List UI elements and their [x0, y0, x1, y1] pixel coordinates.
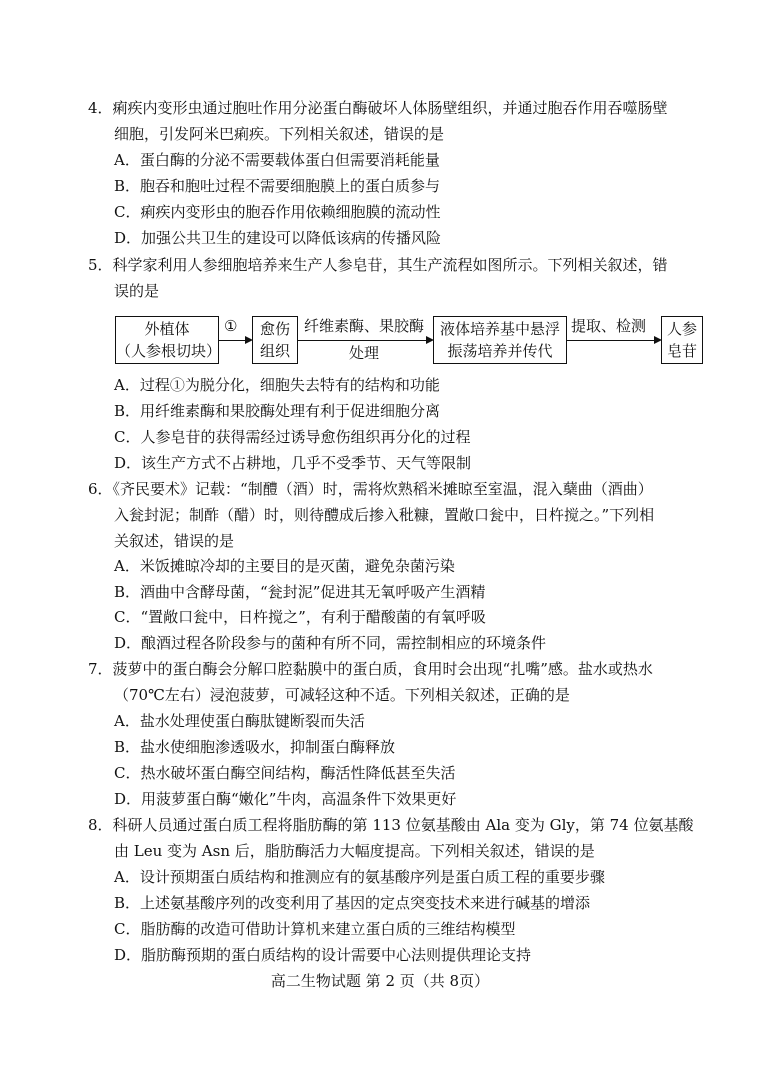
q5-option-d: D．该生产方式不占耕地，几乎不受季节、天气等限制 — [114, 454, 472, 472]
flow-arrow3 — [567, 340, 660, 341]
q6-option-c: C．“置敞口瓮中，日杵搅之”，有利于醋酸菌的有氧呼吸 — [114, 608, 486, 626]
flow-arrow1 — [219, 340, 251, 341]
q7-stem-line2: （70℃左右）浸泡菠萝，可减轻这种不适。下列相关叙述，正确的是 — [114, 686, 570, 704]
flow-arrow1-label: ① — [224, 317, 238, 335]
q6-stem-line3: 关叙述，错误的是 — [114, 532, 235, 550]
q6-stem-line2: 入瓮封泥；制酢（醋）时，则待醴成后掺入秕糠，置敞口瓮中，日杵搅之。”下列相 — [114, 506, 655, 524]
flow-box-callus-line2: 组织 — [259, 342, 290, 360]
flow-arrow2-label-top: 纤维素酶、果胶酶 — [304, 317, 425, 335]
page-footer: 高二生物试题 第 2 页（共 8页） — [270, 972, 490, 990]
q5-option-c: C．人参皂苷的获得需经过诱导愈伤组织再分化的过程 — [114, 428, 471, 446]
q4-option-d: D．加强公共卫生的建设可以降低该病的传播风险 — [114, 229, 442, 247]
q8-option-b: B．上述氨基酸序列的改变利用了基因的定点突变技术来进行碱基的增添 — [114, 894, 591, 912]
q7-option-b: B．盐水使细胞渗透吸水，抑制蛋白酶释放 — [114, 738, 396, 756]
q5-stem-line1: 5．科学家利用人参细胞培养来生产人参皂苷，其生产流程如图所示。下列相关叙述，错 — [88, 256, 668, 274]
q8-option-a: A．设计预期蛋白质结构和推测应有的氨基酸序列是蛋白质工程的重要步骤 — [114, 868, 605, 886]
flow-box-explant-line1: 外植体 — [144, 320, 190, 338]
q6-option-b: B．酒曲中含酵母菌，“瓮封泥”促进其无氧呼吸产生酒精 — [114, 583, 486, 601]
q4-option-c: C．痢疾内变形虫的胞吞作用依赖细胞膜的流动性 — [114, 203, 441, 221]
q5-option-b: B．用纤维素酶和果胶酶处理有利于促进细胞分离 — [114, 402, 441, 420]
q4-stem-line1: 4．痢疾内变形虫通过胞吐作用分泌蛋白酶破坏人体肠壁组织，并通过胞吞作用吞噬肠壁 — [88, 99, 668, 117]
flow-arrow2 — [298, 340, 432, 341]
q8-stem-line2: 由 Leu 变为 Asn 后，脂肪酶活力大幅度提高。下列相关叙述，错误的是 — [114, 842, 595, 860]
flow-box-explant-line2: （人参根切块） — [116, 342, 222, 360]
flow-arrow2-label-bottom: 处理 — [349, 344, 380, 362]
q5-stem-line2: 误的是 — [114, 282, 160, 300]
flow-box-ginsenoside-line1: 人参 — [666, 320, 697, 338]
flow-box-ginsenoside-line2: 皂苷 — [666, 342, 697, 360]
flow-box-ginsenoside — [661, 316, 703, 364]
flow-box-suspension-line2: 振荡培养并传代 — [447, 342, 553, 360]
q5-flow-diagram — [0, 312, 760, 368]
q7-option-a: A．盐水处理使蛋白酶肽键断裂而失活 — [114, 712, 365, 730]
q5-option-a: A．过程①为脱分化，细胞失去特有的结构和功能 — [114, 376, 440, 394]
flow-arrow3-label: 提取、检测 — [571, 317, 647, 335]
flow-box-explant — [115, 316, 222, 364]
q6-option-d: D．酿酒过程各阶段参与的菌种有所不同，需控制相应的环境条件 — [114, 634, 547, 652]
flow-box-suspension-culture — [433, 316, 567, 364]
q7-option-c: C．热水破坏蛋白酶空间结构，酶活性降低甚至失活 — [114, 764, 456, 782]
q6-option-a: A．米饭摊晾冷却的主要目的是灭菌，避免杂菌污染 — [114, 557, 455, 575]
q4-option-a: A．蛋白酶的分泌不需要载体蛋白但需要消耗能量 — [114, 151, 440, 169]
q4-option-b: B．胞吞和胞吐过程不需要细胞膜上的蛋白质参与 — [114, 177, 441, 195]
q8-option-c: C．脂肪酶的改造可借助计算机来建立蛋白质的三维结构模型 — [114, 920, 516, 938]
q8-option-d: D．脂肪酶预期的蛋白质结构的设计需要中心法则提供理论支持 — [114, 946, 532, 964]
q7-option-d: D．用菠萝蛋白酶“嫩化”牛肉，高温条件下效果更好 — [114, 790, 457, 808]
q8-stem-line1: 8．科研人员通过蛋白质工程将脂肪酶的第 113 位氨基酸由 Ala 变为 Gly，第 74 位氨基酸 — [88, 816, 694, 834]
q7-stem-line1: 7．菠萝中的蛋白酶会分解口腔黏膜中的蛋白质，食用时会出现“扎嘴”感。盐水或热水 — [88, 660, 653, 678]
flow-box-callus-line1: 愈伤 — [259, 320, 290, 338]
q6-stem-line1: 6．《齐民要术》记载：“制醴（酒）时，需将炊熟稻米摊晾至室温，混入蘖曲（酒曲） — [88, 480, 653, 498]
flow-box-callus — [252, 316, 298, 364]
flow-box-suspension-line1: 液体培养基中悬浮 — [439, 320, 560, 338]
q4-stem-line2: 细胞，引发阿米巴痢疾。下列相关叙述，错误的是 — [114, 125, 445, 143]
